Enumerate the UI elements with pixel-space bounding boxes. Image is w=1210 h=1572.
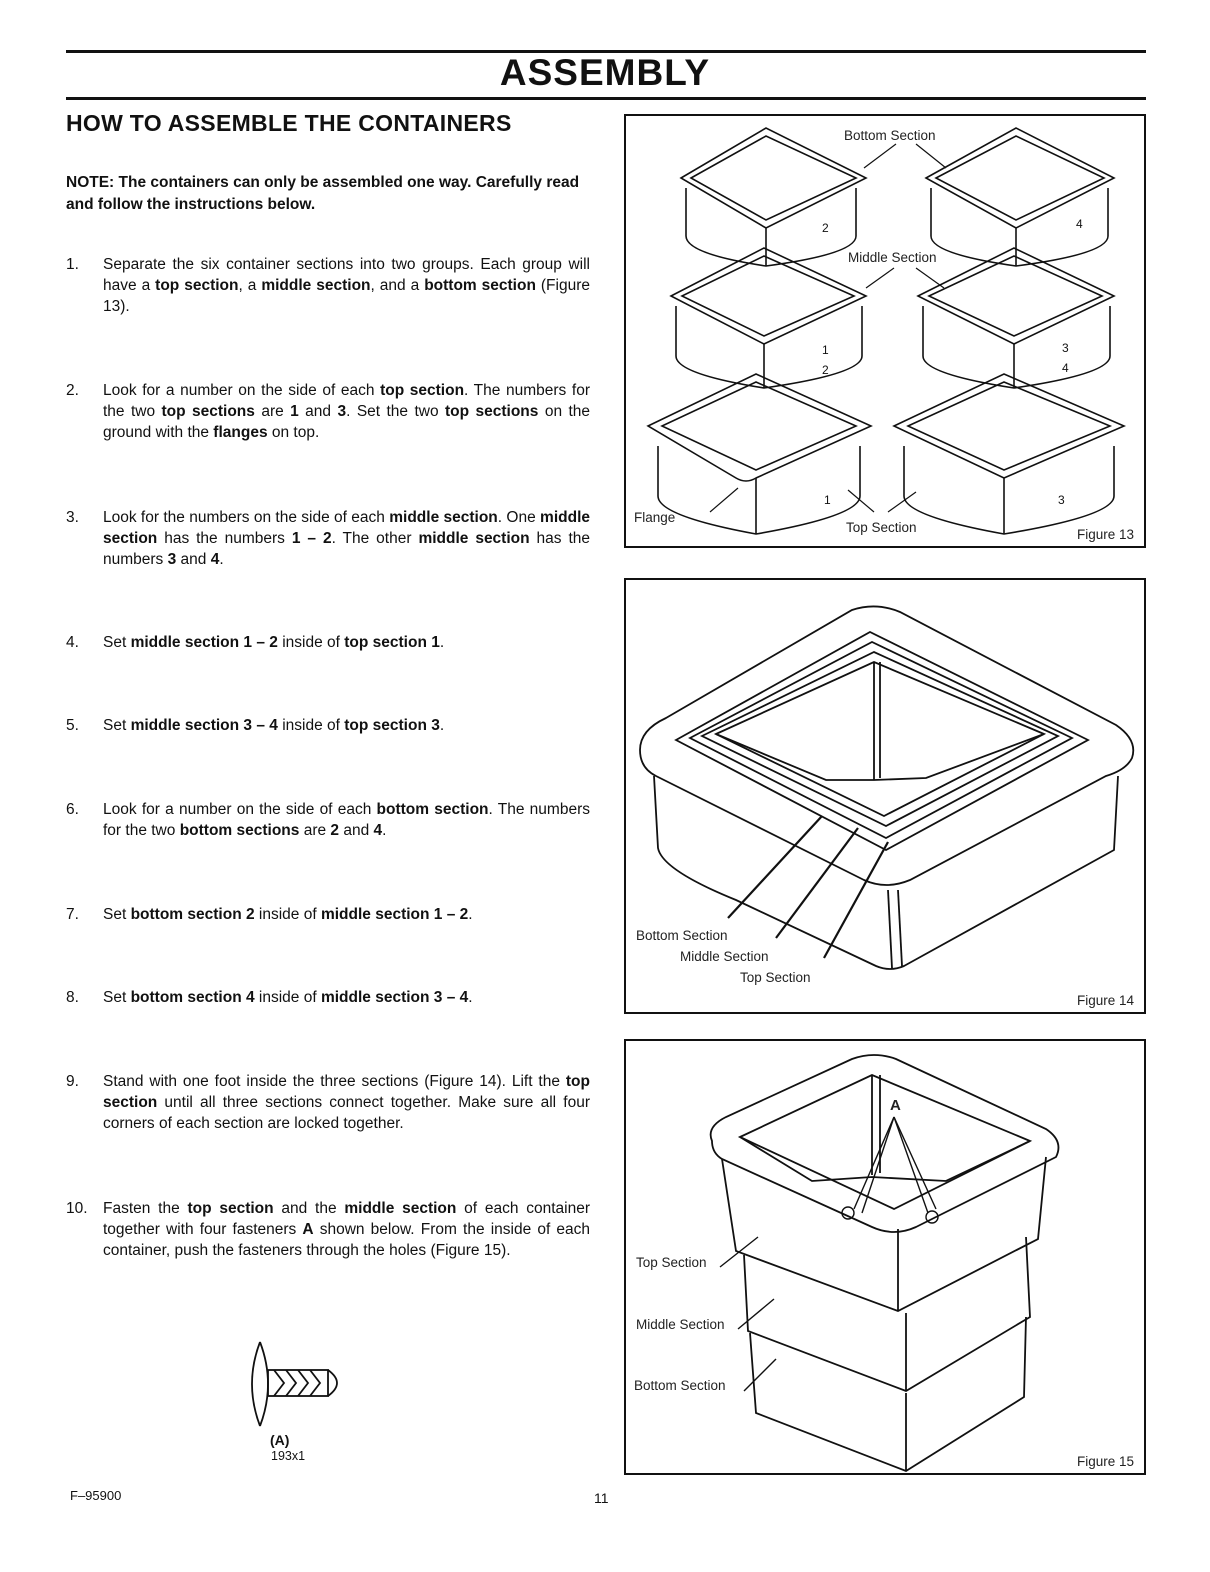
step-number: 10. (66, 1200, 88, 1217)
number-4: 4 (1076, 217, 1083, 231)
label-top-section: Top Section (740, 970, 811, 985)
number-4b: 4 (1062, 361, 1069, 375)
figure-13 (624, 114, 1146, 548)
document-code: F–95900 (70, 1488, 122, 1503)
label-bottom-section: Bottom Section (844, 128, 936, 143)
page-number: 11 (594, 1490, 609, 1506)
step-emphasis: top section 3 (344, 717, 440, 734)
assembly-note: NOTE: The containers can only be assembled one way. Carefully read and follow the instructions below. (66, 174, 580, 213)
step-number: 1. (66, 256, 79, 273)
step-run: Set (103, 989, 131, 1006)
step-run: inside of (254, 989, 321, 1006)
figure-14-illustration (626, 580, 1144, 1012)
step-run: . Set the two (346, 403, 445, 420)
step-emphasis: top section 1 (344, 634, 440, 651)
step-run: until all three sections connect together. Make sure all four corners of each section are locked together. (103, 1094, 590, 1132)
step-emphasis: top sections (445, 403, 539, 420)
number-2b: 2 (822, 363, 829, 377)
step-number: 4. (66, 634, 79, 651)
step-run: inside of (254, 906, 321, 923)
step-emphasis: 4 (210, 551, 220, 568)
step-text (103, 1198, 590, 1261)
step-emphasis: bottom sections (179, 822, 300, 839)
step-run: Stand with one foot inside the three sections (Figure 14). Lift the (103, 1073, 566, 1090)
step-number: 9. (66, 1073, 79, 1090)
number-2: 2 (822, 221, 829, 235)
step-emphasis: middle section 1 – 2 (320, 906, 469, 923)
label-top-section: Top Section (846, 520, 917, 535)
step-emphasis: middle section 3 – 4 (130, 717, 278, 734)
step-run: Look for a number on the side of each (103, 382, 381, 399)
step-text (103, 799, 590, 841)
step-number: 2. (66, 382, 79, 399)
middle-section-left (671, 248, 866, 388)
step-emphasis: top section (187, 1200, 274, 1217)
step-run: and the (273, 1200, 345, 1217)
step-emphasis: middle section (418, 530, 530, 547)
step-emphasis: top section (103, 1073, 590, 1111)
nested-container (640, 606, 1133, 969)
step-number: 5. (66, 717, 79, 734)
step-emphasis: 2 (330, 822, 340, 839)
step-run: . (382, 822, 387, 839)
step-run: Look for the numbers on the side of each (103, 509, 390, 526)
step-run: . The numbers for the two (103, 801, 590, 839)
label-middle-section: Middle Section (848, 250, 937, 265)
step-emphasis: bottom section (424, 277, 536, 294)
step-emphasis: bottom section 2 (130, 906, 255, 923)
number-3b: 3 (1058, 493, 1065, 507)
step-emphasis: A (302, 1221, 314, 1238)
step-emphasis: middle section (344, 1200, 457, 1217)
figure-13-leaders (710, 144, 946, 512)
label-fastener-a: A (890, 1097, 901, 1114)
step-emphasis: top sections (161, 403, 255, 420)
step-text (103, 1071, 590, 1134)
figure-14 (624, 578, 1146, 1014)
step-emphasis: 1 – 2 (291, 530, 332, 547)
fastener-label: (A) (270, 1432, 290, 1448)
step-emphasis: bottom section 4 (130, 989, 255, 1006)
page-title: ASSEMBLY (499, 52, 711, 93)
step-text (103, 715, 590, 736)
label-middle-section: Middle Section (680, 949, 769, 964)
step-emphasis: bottom section (376, 801, 489, 818)
step-run: has the numbers (103, 530, 590, 568)
step-text (103, 380, 590, 443)
step-emphasis: flanges (213, 424, 268, 441)
step-run: Fasten the (103, 1200, 188, 1217)
step-emphasis: middle section (103, 509, 590, 547)
label-flange: Flange (634, 510, 676, 525)
figure-13-caption: Figure 13 (1076, 527, 1134, 542)
step-run: Separate the six container sections into two groups. Each group will have a (103, 256, 590, 294)
step-run: . (468, 906, 473, 923)
figure-15-caption: Figure 15 (1076, 1454, 1134, 1469)
step-run: . One (497, 509, 541, 526)
step-run: are (299, 822, 331, 839)
step-run: Set (103, 717, 131, 734)
top-section-right (894, 374, 1124, 534)
step-run: (Figure 13). (103, 277, 590, 315)
step-text (103, 632, 590, 653)
step-emphasis: top section (155, 277, 239, 294)
step-number: 8. (66, 989, 79, 1006)
step-run: of each container together with four fasteners (103, 1200, 590, 1238)
step-emphasis: 3 (167, 551, 177, 568)
step-number: 3. (66, 509, 79, 526)
step-emphasis: 3 (337, 403, 347, 420)
number-1: 1 (822, 343, 829, 357)
step-run: , a (238, 277, 262, 294)
step-run: and (176, 551, 211, 568)
step-run: . (468, 989, 473, 1006)
step-run: Set (103, 634, 131, 651)
step-run: . (439, 634, 445, 651)
step-run: inside of (277, 634, 345, 651)
step-run: and (298, 403, 338, 420)
step-number: 7. (66, 906, 79, 923)
section-heading: HOW TO ASSEMBLE THE CONTAINERS (66, 110, 512, 136)
figure-14-caption: Figure 14 (1076, 993, 1134, 1008)
top-section-left (648, 374, 871, 534)
step-emphasis: 4 (373, 822, 383, 839)
step-run: . The other (331, 530, 419, 547)
figure-14-leaders (728, 816, 888, 958)
step-run: has the numbers (157, 530, 292, 547)
step-run: are (254, 403, 291, 420)
number-1b: 1 (824, 493, 831, 507)
assembled-container (711, 1055, 1059, 1471)
step-run: on the ground with the (103, 403, 591, 441)
step-run: on top. (267, 424, 320, 441)
number-3: 3 (1062, 341, 1069, 355)
step-run: . The numbers for the two (103, 382, 590, 420)
step-text (103, 507, 590, 570)
step-text (103, 254, 590, 317)
label-bottom-section: Bottom Section (636, 928, 728, 943)
title-underline (66, 97, 1146, 100)
step-emphasis: middle section (389, 509, 498, 526)
step-emphasis: top section (380, 382, 465, 399)
step-run: , and a (370, 277, 425, 294)
figure-15 (624, 1039, 1146, 1475)
step-run: inside of (277, 717, 345, 734)
label-bottom-section: Bottom Section (634, 1378, 726, 1393)
fastener-part-number: 193x1 (271, 1449, 306, 1463)
step-emphasis: middle section (261, 277, 371, 294)
figure-13-illustration (626, 116, 1144, 546)
step-emphasis: middle section 1 – 2 (130, 634, 278, 651)
step-run: shown below. From the inside of each container, push the fasteners through the holes (Figure 15). (103, 1221, 590, 1259)
step-text (103, 904, 590, 925)
step-run: . (219, 551, 224, 568)
bottom-section-right (926, 128, 1114, 266)
step-run: Look for a number on the side of each (103, 801, 377, 818)
step-emphasis: middle section 3 – 4 (320, 989, 469, 1006)
step-run: . (439, 717, 445, 734)
step-text (103, 987, 590, 1008)
middle-section-right (918, 248, 1114, 388)
bottom-section-left (681, 128, 866, 266)
step-number: 6. (66, 801, 79, 818)
label-middle-section: Middle Section (636, 1317, 725, 1332)
step-emphasis: 1 (290, 403, 299, 420)
step-run: and (339, 822, 374, 839)
label-top-section: Top Section (636, 1255, 707, 1270)
step-run: Set (103, 906, 131, 923)
